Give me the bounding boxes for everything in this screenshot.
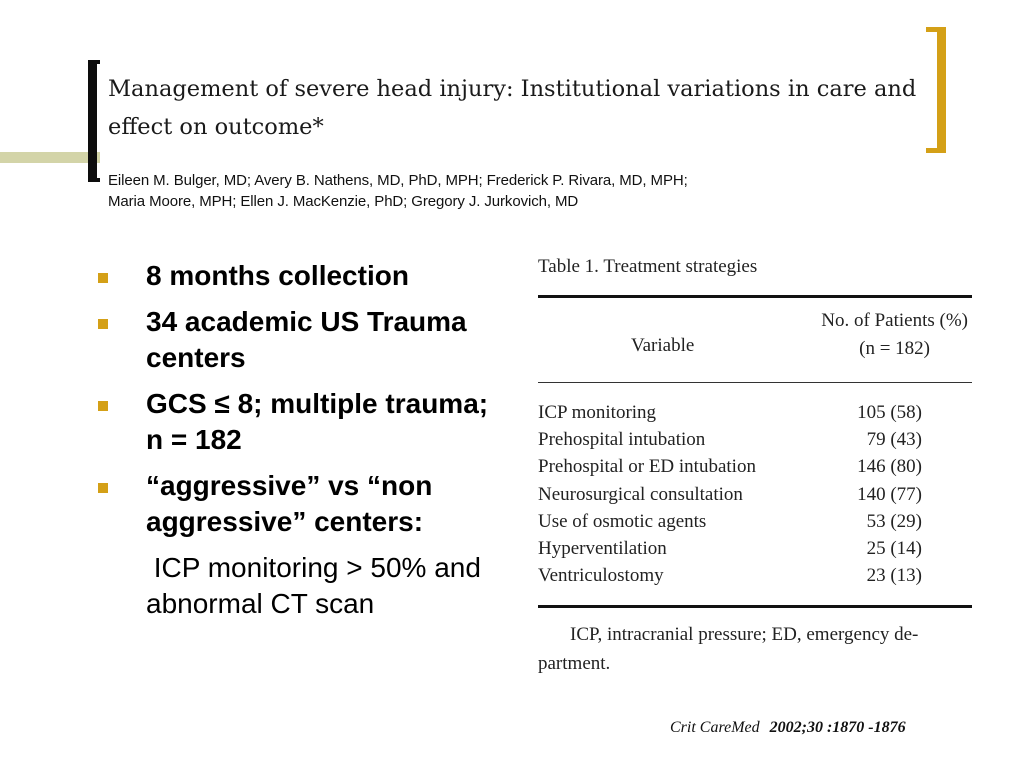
table-bottom-rule	[538, 605, 972, 608]
bullet-square-icon	[98, 483, 108, 493]
decorative-accent-bar	[0, 152, 100, 163]
column-header-variable: Variable	[631, 335, 695, 356]
row-variable: Neurosurgical consultation	[538, 483, 743, 505]
bullet-square-icon	[98, 319, 108, 329]
table-footnote: ICP, intracranial pressure; ED, emergency de- partment.	[538, 624, 919, 675]
table-row	[538, 399, 972, 426]
row-variable: Use of osmotic agents	[538, 510, 707, 532]
row-variable: Ventriculostomy	[538, 565, 664, 587]
column-header-n: (n = 182)	[859, 338, 930, 359]
sub-bullet-text: ICP monitoring > 50% and abnormal CT scan	[146, 552, 481, 619]
citation	[670, 719, 906, 737]
table-row	[538, 453, 972, 480]
treatment-table	[538, 253, 972, 678]
table-header	[538, 298, 972, 382]
bullet-square-icon	[98, 401, 108, 411]
row-value: 146 (80)	[857, 456, 922, 478]
authors-line-1: Eileen M. Bulger, MD; Avery B. Nathens, MD, PhD, MPH; Frederick P. Rivara, MD, MPH;	[108, 172, 688, 189]
row-value: 140 (77)	[857, 483, 922, 505]
table-label: Table 1.	[538, 256, 599, 277]
paper-authors	[108, 170, 828, 212]
table-caption-text: Treatment strategies	[603, 256, 758, 277]
table-caption	[538, 253, 972, 281]
row-variable: ICP monitoring	[538, 402, 657, 423]
bullet-list	[96, 258, 506, 550]
table-row	[538, 535, 972, 562]
row-value: 23 (13)	[866, 565, 922, 587]
citation-volume: 2002;30 :1870 -1876	[769, 719, 906, 736]
table-row	[538, 481, 972, 508]
table-row	[538, 562, 972, 589]
citation-journal: Crit CareMed	[670, 719, 760, 736]
right-bracket-decoration	[926, 27, 946, 153]
row-value: 105 (58)	[857, 402, 922, 423]
bullet-item: “aggressive” vs “non aggressive” centers:	[96, 468, 506, 540]
paper-title: Management of severe head injury: Institutional variations in care and effect on outcome*	[108, 76, 917, 140]
bullet-item: 34 academic US Trauma centers	[96, 304, 506, 376]
table-row	[538, 508, 972, 535]
bullet-square-icon	[98, 273, 108, 283]
row-variable: Hyperventilation	[538, 537, 667, 559]
row-variable: Prehospital intubation	[538, 429, 706, 451]
row-value: 79 (43)	[866, 429, 922, 451]
table-row	[538, 426, 972, 453]
authors-line-2: Maria Moore, MPH; Ellen J. MacKenzie, PhD; Gregory J. Jurkovich, MD	[108, 193, 579, 210]
bullet-item: GCS ≤ 8; multiple trauma; n = 182	[96, 386, 506, 458]
row-variable: Prehospital or ED intubation	[538, 456, 756, 478]
table-body	[538, 383, 972, 605]
column-header-count: No. of Patients (%)	[821, 310, 968, 331]
bullet-item: 8 months collection	[96, 258, 506, 294]
left-bracket-decoration	[88, 60, 100, 182]
row-value: 25 (14)	[866, 537, 922, 559]
row-value: 53 (29)	[866, 510, 922, 532]
